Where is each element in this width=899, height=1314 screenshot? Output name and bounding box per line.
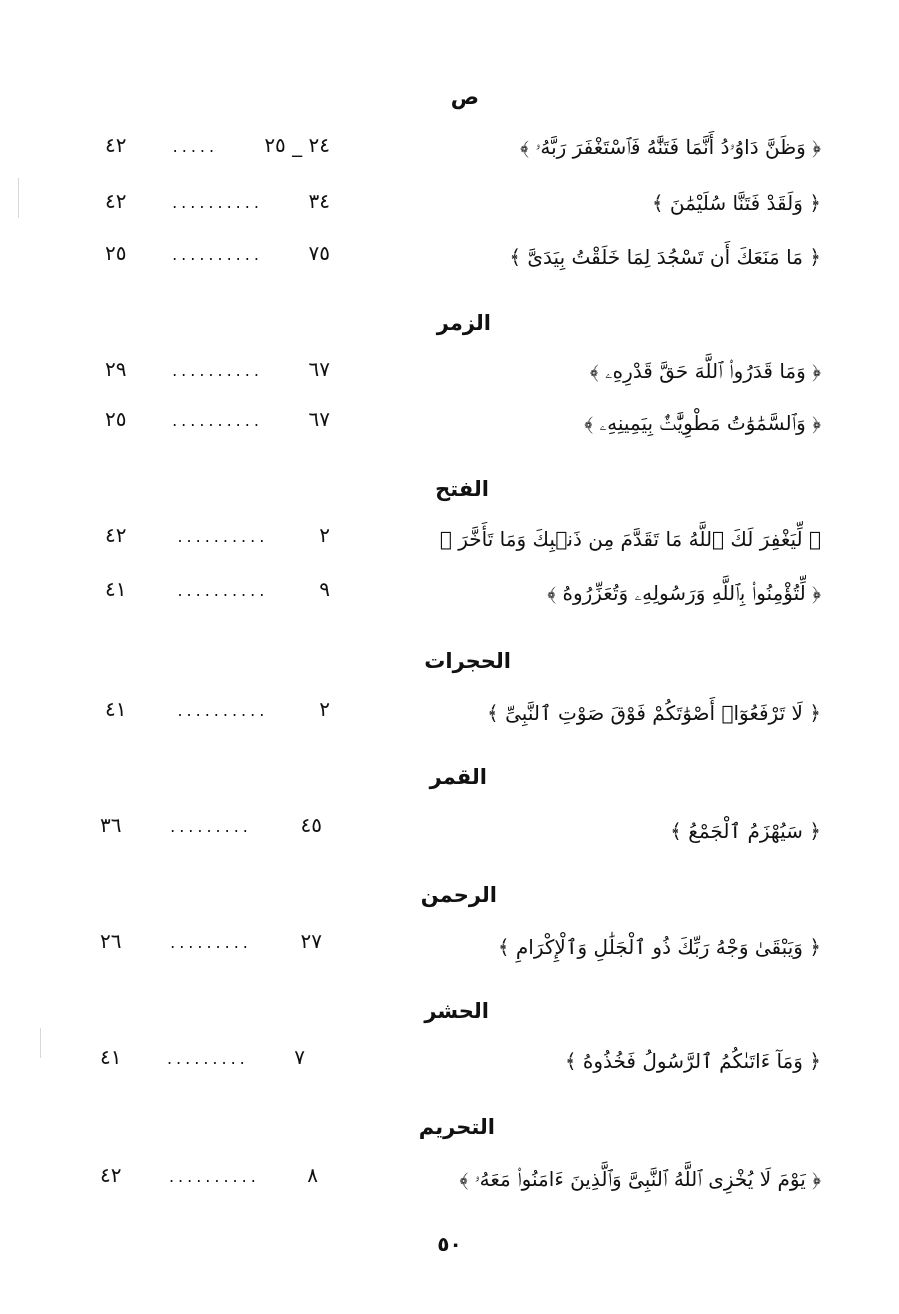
surah-heading: التحريم (418, 1115, 495, 1139)
page-number: ٥٠ (437, 1232, 462, 1256)
verse-text: ﴿ سَيُهْزَمُ ٱلْجَمْعُ ﴾ (670, 819, 821, 843)
surah-heading: القمر (429, 765, 487, 789)
verse-reference (105, 574, 330, 606)
leader-dots: .......... (172, 411, 263, 430)
verse-reference (100, 1160, 318, 1192)
page-reference: ٤٢ (105, 523, 127, 547)
scan-mark (40, 1028, 41, 1058)
page-reference: ٢٩ (105, 357, 127, 381)
verse-reference (105, 186, 330, 218)
page-reference: ٣٦ (100, 813, 122, 837)
page-reference: ٤٢ (105, 133, 127, 157)
verse-reference (105, 238, 330, 270)
page-reference: ٢٥ (105, 407, 127, 431)
ayah-number: ٧٥ (308, 241, 330, 265)
verse-text: ﴿ وَمَا قَدَرُوا۟ ٱللَّهَ حَقَّ قَدْرِهِۦ ﴾ (589, 359, 821, 383)
verse-text: ﴿ مَا مَنَعَكَ أَن تَسْجُدَ لِمَا خَلَقْتُ بِيَدَىَّ ﴾ (509, 245, 821, 269)
surah-heading: الحشر (424, 999, 489, 1023)
ayah-number: ٢٧ (300, 929, 322, 953)
ayah-number: ٦٧ (308, 357, 330, 381)
page-reference: ٤٢ (100, 1163, 122, 1187)
verse-text: ﴿ لِّتُؤْمِنُوا۟ بِٱللَّهِ وَرَسُولِهِۦ وَتُعَزِّرُوهُ ﴾ (547, 581, 821, 605)
page-reference: ٤١ (100, 1045, 122, 1069)
verse-text: ﴿ يَوْمَ لَا يُخْزِى ٱللَّهُ ٱلنَّبِىَّ وَٱلَّذِينَ ءَامَنُوا۟ مَعَهُۥ ﴾ (459, 1167, 821, 1191)
page-reference: ٢٥ (105, 241, 127, 265)
ayah-number: ٢ (319, 697, 330, 721)
verse-reference (105, 694, 330, 726)
verse-text: ﴿ وَمَآ ءَاتَىٰكُمُ ٱلرَّسُولُ فَخُذُوهُ ﴾ (564, 1049, 821, 1073)
verse-text: ﴿ وَلَقَدْ فَتَنَّا سُلَيْمَٰنَ ﴾ (651, 191, 821, 215)
verse-text: ﴿ وَظَنَّ دَاوُۥدُ أَنَّمَا فَتَنَّٰهُ فَٱسْتَغْفَرَ رَبَّهُۥ ﴾ (520, 135, 821, 159)
verse-reference (100, 1042, 305, 1074)
verse-text: ﴿ لِّيَغْفِرَ لَكَ ٱللَّهُ مَا تَقَدَّمَ مِن ذَنۢبِكَ وَمَا تَأَخَّرَ ﴾ (439, 527, 821, 551)
ayah-number: ٤٥ (300, 813, 322, 837)
ayah-number: ٦٧ (308, 407, 330, 431)
leader-dots: .......... (168, 1167, 260, 1186)
verse-reference (100, 810, 322, 842)
ayah-number: ٢ (319, 523, 330, 547)
surah-heading: الزمر (436, 311, 491, 335)
verse-reference (105, 130, 330, 162)
verse-reference (105, 354, 330, 386)
ayah-number: ٧ (294, 1045, 305, 1069)
verse-reference (105, 520, 330, 552)
verse-text: ﴿ وَٱلسَّمَٰوَٰتُ مَطْوِيَّٰتٌۢ بِيَمِينِهِۦ ﴾ (584, 411, 821, 435)
surah-heading: ص (450, 85, 479, 109)
leader-dots: ......... (166, 1049, 249, 1068)
leader-dots: .......... (177, 581, 269, 600)
ayah-number: ٢٤ _ ٢٥ (264, 133, 330, 157)
leader-dots: .......... (172, 245, 263, 264)
ayah-number: ٨ (307, 1163, 318, 1187)
scan-mark (18, 178, 19, 218)
leader-dots: .......... (172, 361, 263, 380)
page-reference: ٤١ (105, 697, 127, 721)
leader-dots: .......... (177, 701, 269, 720)
ayah-number: ٣٤ (308, 189, 330, 213)
verse-text: ﴿ وَيَبْقَىٰ وَجْهُ رَبِّكَ ذُو ٱلْجَلَٰلِ وَٱلْإِكْرَامِ ﴾ (497, 935, 821, 959)
surah-heading: الحجرات (424, 649, 511, 673)
verse-text: ﴿ لَا تَرْفَعُوٓا۟ أَصْوَٰتَكُمْ فَوْقَ صَوْتِ ٱلنَّبِىِّ ﴾ (487, 701, 821, 725)
surah-heading: الفتح (435, 477, 489, 501)
page-reference: ٤٢ (105, 189, 127, 213)
leader-dots: .......... (177, 527, 269, 546)
surah-heading: الرحمن (420, 883, 497, 907)
leader-dots: .......... (172, 193, 263, 212)
ayah-number: ٩ (319, 577, 330, 601)
verse-reference (105, 404, 330, 436)
leader-dots: ......... (170, 817, 252, 836)
page-reference: ٤١ (105, 577, 127, 601)
page-reference: ٢٦ (100, 929, 122, 953)
verse-reference (100, 926, 322, 958)
leader-dots: ..... (172, 137, 219, 156)
leader-dots: ......... (170, 933, 252, 952)
